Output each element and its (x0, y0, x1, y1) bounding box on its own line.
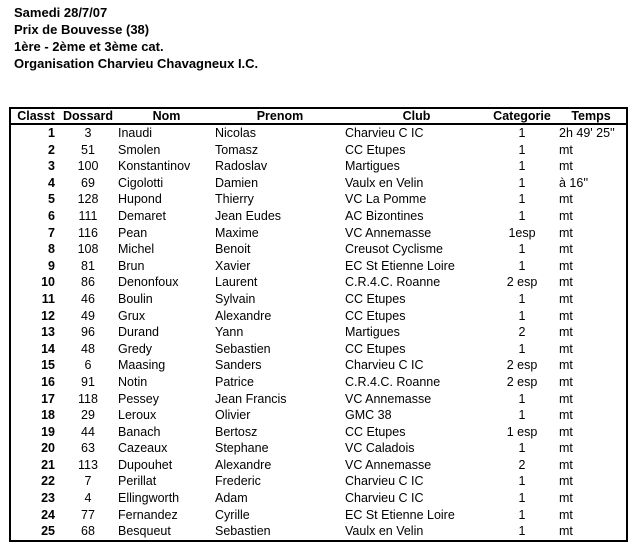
table-row (10, 490, 627, 507)
time-cell: mt (559, 457, 573, 472)
time-cell: mt (559, 308, 573, 323)
time-cell: mt (559, 474, 573, 489)
first-name-cell: Cyrille (215, 507, 250, 522)
bib-number-cell: 49 (81, 308, 95, 323)
club-cell: VC La Pomme (345, 192, 427, 207)
time-cell: mt (559, 424, 573, 439)
last-name-cell: Fernandez (118, 507, 178, 522)
first-name-cell: Maxime (215, 225, 259, 240)
first-name-cell: Frederic (215, 474, 261, 489)
time-cell: mt (559, 374, 573, 389)
first-name-cell: Nicolas (215, 126, 256, 140)
last-name-cell: Leroux (118, 408, 157, 423)
last-name-cell: Smolen (118, 142, 161, 157)
bib-number-cell: 69 (81, 175, 95, 190)
club-cell: Martigues (345, 159, 400, 174)
club-cell: CC Etupes (345, 142, 406, 157)
category-cell: 1 (518, 341, 526, 356)
bib-number-cell: 4 (84, 491, 92, 506)
time-cell: mt (559, 208, 573, 223)
last-name-cell: Durand (118, 325, 159, 340)
first-name-cell: Laurent (215, 275, 258, 290)
rank-cell: 23 (41, 491, 55, 506)
rank-cell: 10 (41, 275, 55, 290)
time-cell: mt (559, 391, 573, 406)
time-cell: mt (559, 159, 573, 174)
table-row (10, 241, 627, 258)
rank-cell: 11 (41, 291, 55, 306)
time-cell: mt (559, 358, 573, 373)
results-body (10, 124, 627, 541)
table-row (10, 507, 627, 524)
club-cell: VC Annemasse (345, 225, 432, 240)
last-name-cell: Pessey (118, 391, 159, 406)
club-cell: GMC 38 (345, 408, 392, 423)
last-name-cell: Dupouhet (118, 457, 173, 472)
race-date: Samedi 28/7/07 (14, 5, 108, 20)
bib-number-cell: 7 (84, 474, 92, 489)
last-name-cell: Notin (118, 374, 148, 389)
document-header (14, 4, 258, 72)
first-name-cell: Sanders (215, 358, 262, 373)
race-name: Prix de Bouvesse (38) (14, 22, 150, 37)
rank-cell: 20 (41, 441, 55, 456)
time-cell: mt (559, 408, 573, 423)
time-cell: à 16'' (559, 175, 589, 190)
first-name-cell: Sebastien (215, 341, 271, 356)
table-row (10, 341, 627, 358)
first-name-cell: Alexandre (215, 457, 272, 472)
club-cell: Creusot Cyclisme (345, 242, 443, 257)
category-cell: 1 (518, 308, 526, 323)
race-organizer: Organisation Charvieu Chavagneux I.C. (14, 56, 259, 71)
bib-number-cell: 118 (78, 391, 98, 406)
club-cell: VC Annemasse (345, 457, 432, 472)
last-name-cell: Maasing (118, 358, 166, 373)
category-cell: 2 esp (506, 275, 538, 290)
rank-cell: 22 (41, 474, 55, 489)
category-cell: 1 (518, 159, 526, 174)
category-cell: 1 (518, 175, 526, 190)
table-row (10, 191, 627, 208)
first-name-cell: Thierry (215, 192, 254, 207)
bib-number-cell: 81 (81, 258, 95, 273)
last-name-cell: Denonfoux (118, 275, 179, 290)
time-cell: mt (559, 275, 573, 290)
rank-cell: 24 (41, 507, 55, 522)
bib-number-cell: 128 (77, 192, 99, 207)
category-cell: 1 (518, 242, 526, 257)
club-cell: Vaulx en Velin (345, 175, 424, 190)
table-row (10, 158, 627, 175)
time-cell: mt (559, 142, 573, 157)
first-name-cell: Jean Francis (215, 391, 287, 406)
table-row (10, 357, 627, 374)
bib-number-cell: 68 (81, 524, 95, 539)
category-cell: 2 (518, 457, 526, 472)
rank-cell: 7 (48, 225, 55, 240)
table-row (10, 391, 627, 408)
bib-number-cell: 108 (77, 242, 99, 257)
last-name-cell: Inaudi (118, 126, 153, 140)
club-cell: EC St Etienne Loire (345, 507, 455, 522)
time-cell: mt (559, 325, 573, 340)
rank-cell: 19 (41, 424, 55, 439)
first-name-cell: Jean Eudes (215, 208, 282, 223)
rank-cell: 9 (48, 258, 55, 273)
club-cell: C.R.4.C. Roanne (345, 275, 441, 290)
table-row (10, 374, 627, 391)
bib-number-cell: 86 (81, 275, 95, 290)
bib-number-cell: 113 (78, 457, 98, 472)
rank-cell: 25 (41, 524, 55, 539)
table-row (10, 424, 627, 441)
category-cell: 1 (518, 126, 526, 140)
table-header-row (10, 108, 627, 124)
time-cell: mt (559, 491, 573, 506)
time-cell: mt (559, 507, 573, 522)
time-cell: mt (559, 258, 573, 273)
club-cell: EC St Etienne Loire (345, 258, 455, 273)
category-cell: 1 (518, 391, 526, 406)
last-name-cell: Cazeaux (118, 441, 168, 456)
bib-number-cell: 51 (81, 142, 95, 157)
last-name-cell: Grux (118, 308, 146, 323)
table-row (10, 324, 627, 341)
first-name-cell: Tomasz (215, 142, 259, 157)
rank-cell: 8 (48, 242, 55, 257)
last-name-cell: Konstantinov (118, 159, 191, 174)
table-row (10, 308, 627, 325)
club-cell: AC Bizontines (345, 208, 424, 223)
category-cell: 1esp (508, 225, 536, 240)
category-cell: 1 (518, 491, 526, 506)
first-name-cell: Xavier (215, 258, 251, 273)
rank-cell: 6 (48, 208, 55, 223)
club-cell: CC Etupes (345, 341, 406, 356)
rank-cell: 12 (41, 308, 55, 323)
rank-cell: 1 (48, 126, 55, 140)
club-cell: Charvieu C IC (345, 358, 424, 373)
column-header-categorie: Categorie (488, 108, 556, 124)
first-name-cell: Sylvain (215, 291, 256, 306)
rank-cell: 17 (41, 391, 55, 406)
column-header-classt: Classt (10, 108, 61, 124)
first-name-cell: Olivier (215, 408, 251, 423)
column-header-temps: Temps (556, 108, 627, 124)
rank-cell: 13 (41, 325, 55, 340)
table-row (10, 407, 627, 424)
results-table (9, 107, 628, 542)
rank-cell: 5 (48, 192, 55, 207)
table-row (10, 473, 627, 490)
first-name-cell: Yann (215, 325, 244, 340)
first-name-cell: Sebastien (215, 524, 271, 539)
last-name-cell: Michel (118, 242, 155, 257)
club-cell: Charvieu C IC (345, 491, 424, 506)
table-row (10, 274, 627, 291)
category-cell: 1 (518, 524, 526, 539)
table-row (10, 258, 627, 275)
last-name-cell: Gredy (118, 341, 153, 356)
bib-number-cell: 46 (81, 291, 95, 306)
club-cell: Charvieu C IC (345, 474, 424, 489)
club-cell: VC Caladois (345, 441, 415, 456)
club-cell: CC Etupes (345, 291, 406, 306)
category-cell: 1 (518, 507, 526, 522)
time-cell: mt (559, 291, 573, 306)
rank-cell: 14 (41, 341, 55, 356)
column-header-prenom: Prenom (215, 108, 345, 124)
category-cell: 1 esp (506, 424, 538, 439)
last-name-cell: Besqueut (118, 524, 171, 539)
category-cell: 2 esp (506, 374, 538, 389)
table-row (10, 208, 627, 225)
category-cell: 1 (518, 291, 526, 306)
last-name-cell: Hupond (118, 192, 162, 207)
table-row (10, 124, 627, 142)
club-cell: Charvieu C IC (345, 126, 424, 140)
club-cell: Martigues (345, 325, 400, 340)
rank-cell: 3 (48, 159, 55, 174)
bib-number-cell: 96 (81, 325, 95, 340)
rank-cell: 21 (41, 457, 55, 472)
last-name-cell: Boulin (118, 291, 153, 306)
bib-number-cell: 3 (84, 126, 92, 140)
category-cell: 1 (518, 441, 526, 456)
table-row (10, 523, 627, 541)
bib-number-cell: 29 (81, 408, 95, 423)
last-name-cell: Perillat (118, 474, 157, 489)
last-name-cell: Cigolotti (118, 175, 164, 190)
category-cell: 2 (518, 325, 526, 340)
bib-number-cell: 6 (84, 358, 92, 373)
table-row (10, 457, 627, 474)
category-cell: 1 (518, 208, 526, 223)
rank-cell: 4 (48, 175, 55, 190)
bib-number-cell: 63 (81, 441, 95, 456)
category-cell: 2 esp (506, 358, 538, 373)
rank-cell: 16 (41, 374, 55, 389)
category-cell: 1 (518, 474, 526, 489)
table-row (10, 175, 627, 192)
table-row (10, 291, 627, 308)
table-row (10, 225, 627, 242)
bib-number-cell: 44 (81, 424, 95, 439)
category-cell: 1 (518, 192, 526, 207)
bib-number-cell: 91 (81, 374, 95, 389)
bib-number-cell: 100 (77, 159, 99, 174)
club-cell: Vaulx en Velin (345, 524, 424, 539)
table-row (10, 142, 627, 159)
first-name-cell: Benoit (215, 242, 251, 257)
first-name-cell: Alexandre (215, 308, 272, 323)
first-name-cell: Stephane (215, 441, 269, 456)
column-header-dossard: Dossard (62, 109, 114, 123)
time-cell: mt (559, 242, 573, 257)
last-name-cell: Ellingworth (118, 491, 180, 506)
category-cell: 1 (518, 258, 526, 273)
bib-number-cell: 48 (81, 341, 95, 356)
time-cell: mt (559, 524, 573, 539)
last-name-cell: Banach (118, 424, 161, 439)
club-cell: CC Etupes (345, 424, 406, 439)
bib-number-cell: 116 (78, 225, 98, 240)
category-cell: 1 (518, 142, 526, 157)
time-cell: 2h 49' 25'' (559, 126, 615, 140)
time-cell: mt (559, 341, 573, 356)
table-row (10, 440, 627, 457)
bib-number-cell: 111 (78, 208, 98, 223)
rank-cell: 2 (48, 142, 55, 157)
first-name-cell: Bertosz (215, 424, 258, 439)
rank-cell: 15 (41, 358, 55, 373)
club-cell: CC Etupes (345, 308, 406, 323)
last-name-cell: Demaret (118, 208, 166, 223)
race-categories: 1ère - 2ème et 3ème cat. (14, 39, 164, 54)
first-name-cell: Adam (215, 491, 248, 506)
rank-cell: 18 (41, 408, 55, 423)
bib-number-cell: 77 (81, 507, 95, 522)
last-name-cell: Brun (118, 258, 145, 273)
club-cell: C.R.4.C. Roanne (345, 374, 441, 389)
last-name-cell: Pean (118, 225, 148, 240)
time-cell: mt (559, 192, 573, 207)
time-cell: mt (559, 225, 573, 240)
category-cell: 1 (518, 408, 526, 423)
first-name-cell: Radoslav (215, 159, 268, 174)
time-cell: mt (559, 441, 573, 456)
column-header-club: Club (345, 108, 488, 124)
first-name-cell: Damien (215, 175, 259, 190)
club-cell: VC Annemasse (345, 391, 432, 406)
first-name-cell: Patrice (215, 374, 254, 389)
column-header-nom: Nom (115, 108, 215, 124)
